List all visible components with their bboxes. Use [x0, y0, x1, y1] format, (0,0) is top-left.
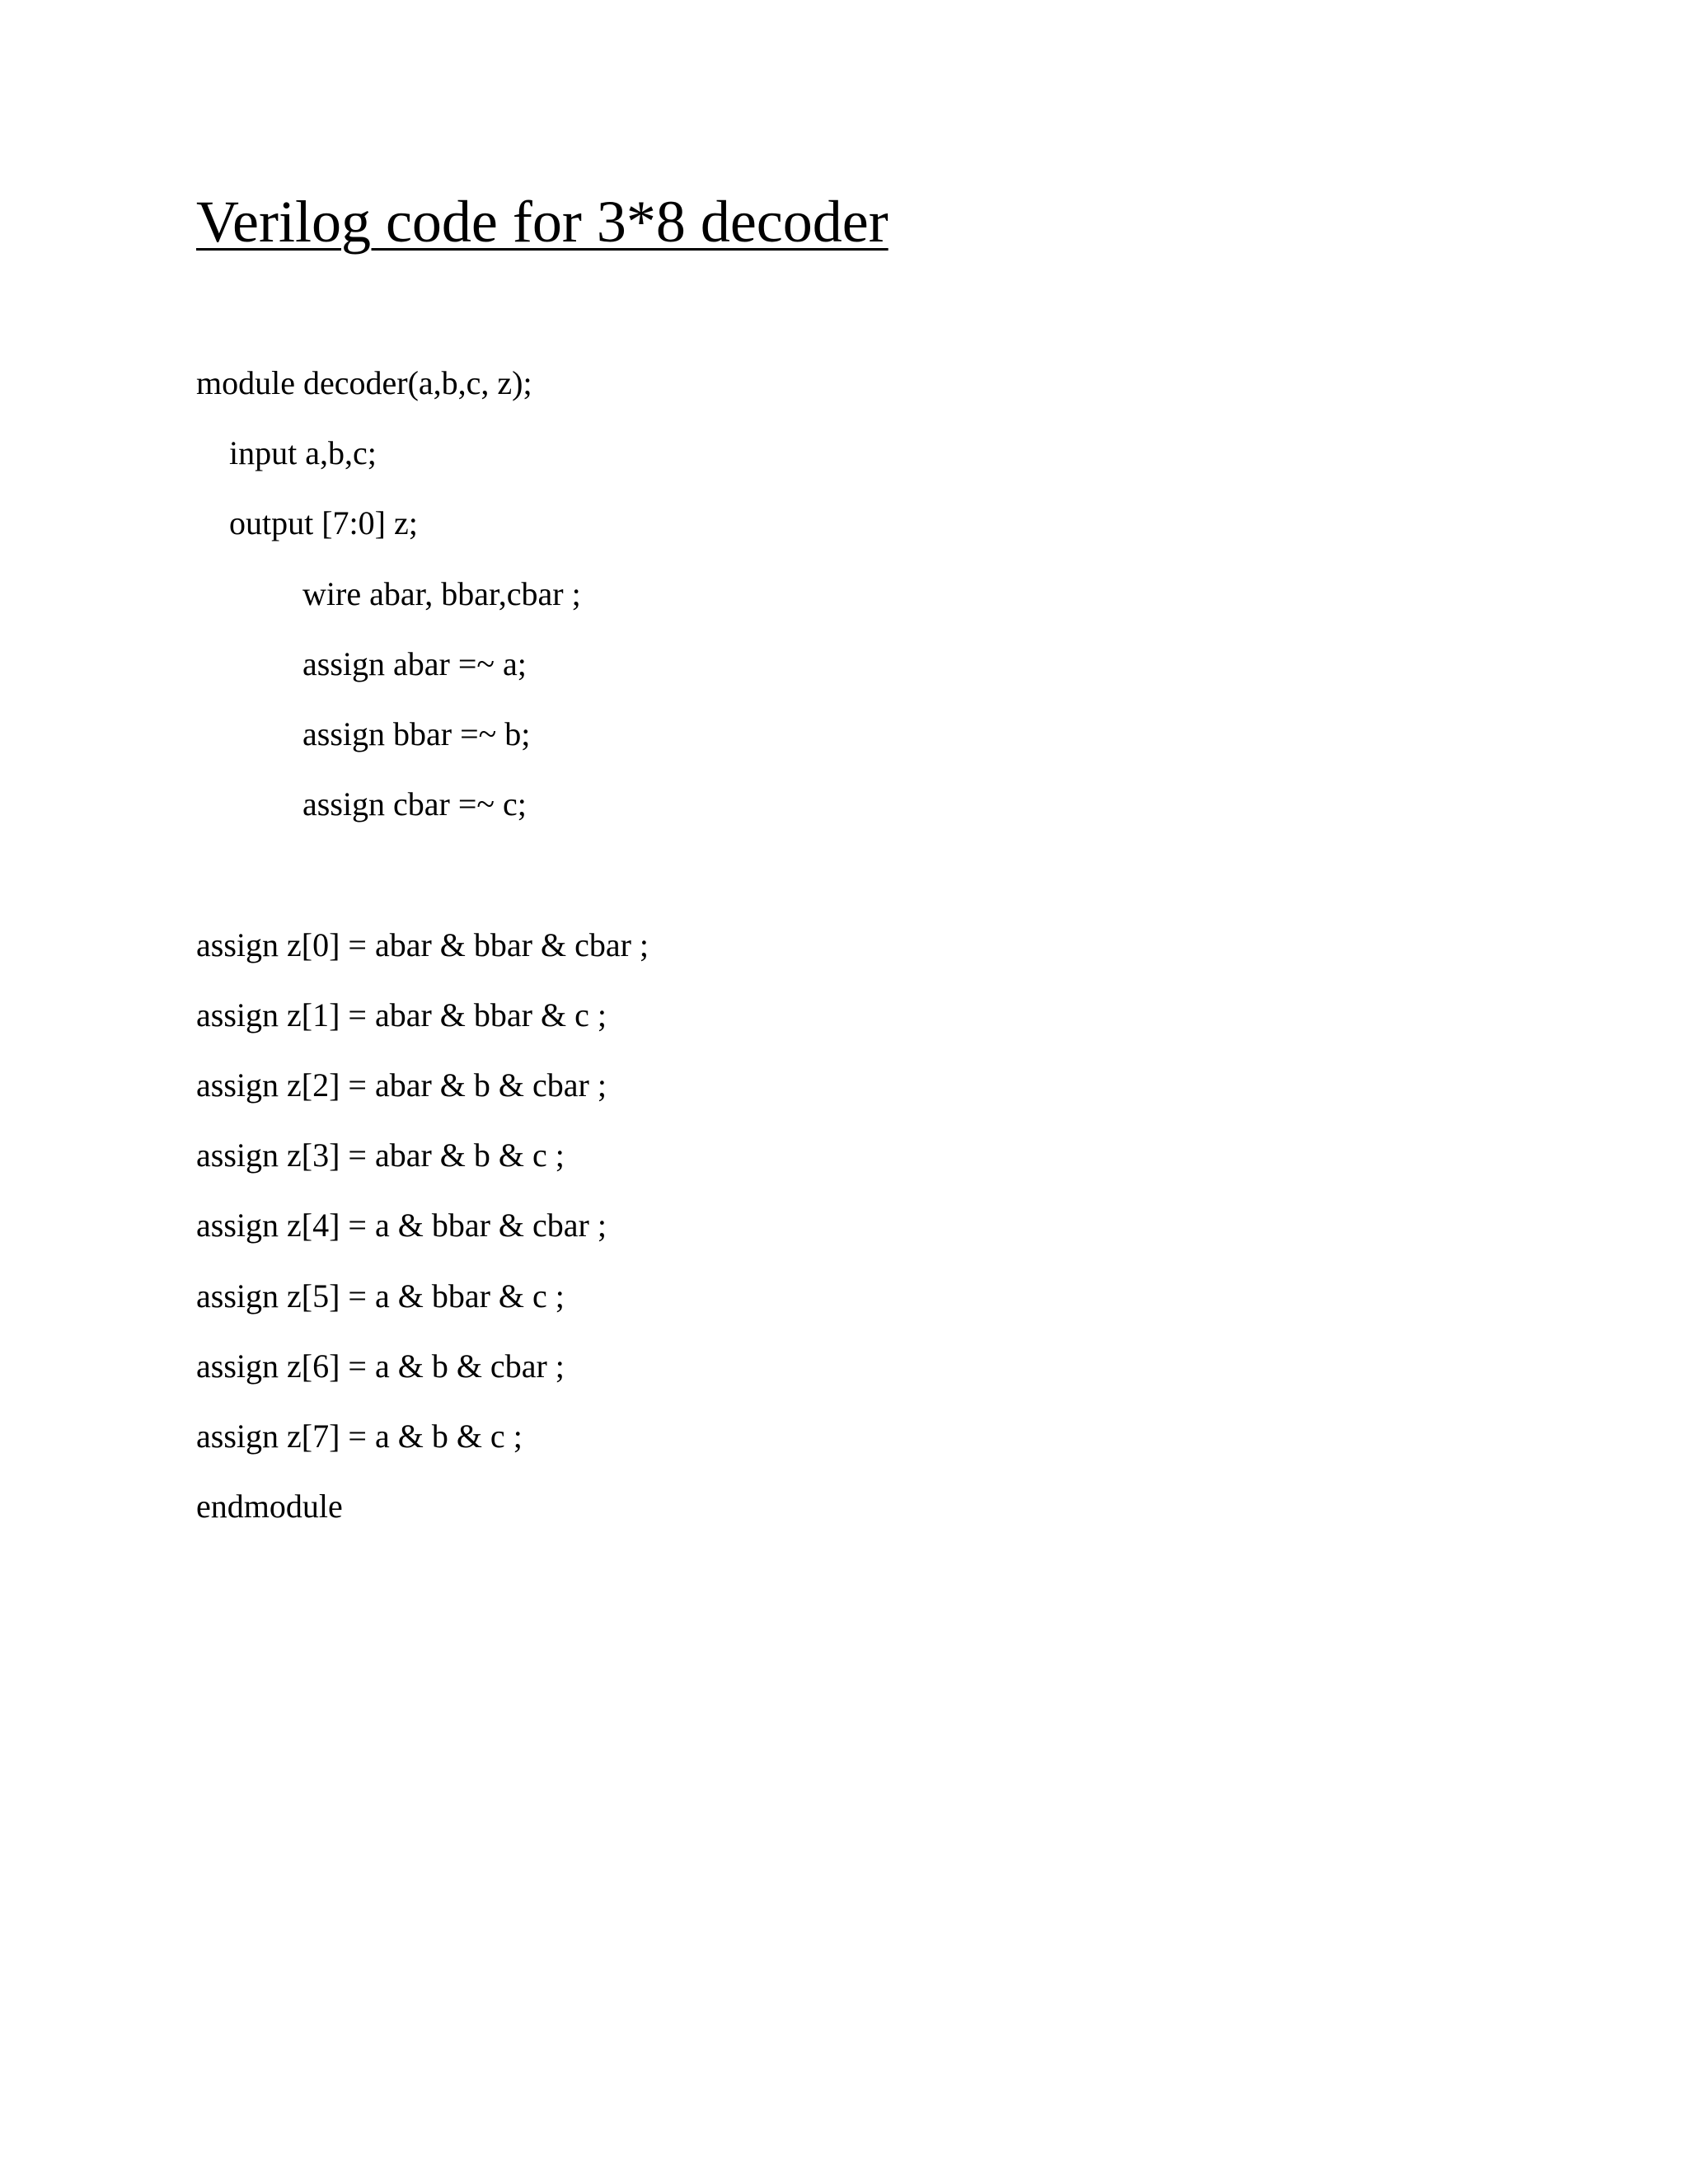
code-line: input a,b,c;: [229, 434, 377, 471]
document-title: Verilog code for 3*8 decoder: [196, 189, 889, 255]
code-line: module decoder(a,b,c, z);: [196, 364, 532, 401]
code-line: output [7:0] z;: [229, 504, 418, 541]
code-line: assign z[3] = abar & b & c ;: [196, 1137, 565, 1174]
code-line: assign cbar =~ c;: [302, 785, 527, 823]
code-line: assign z[5] = a & bbar & c ;: [196, 1277, 565, 1315]
code-line: assign z[1] = abar & bbar & c ;: [196, 996, 607, 1033]
code-line: assign bbar =~ b;: [302, 715, 531, 752]
code-line: assign z[6] = a & b & cbar ;: [196, 1347, 565, 1385]
code-line: assign z[2] = abar & b & cbar ;: [196, 1066, 607, 1104]
code-line: wire abar, bbar,cbar ;: [302, 575, 581, 612]
code-line: assign z[7] = a & b & c ;: [196, 1418, 523, 1455]
code-line: assign abar =~ a;: [302, 645, 527, 682]
code-line: endmodule: [196, 1488, 343, 1525]
code-line: assign z[4] = a & bbar & cbar ;: [196, 1207, 607, 1244]
code-line: assign z[0] = abar & bbar & cbar ;: [196, 926, 649, 963]
